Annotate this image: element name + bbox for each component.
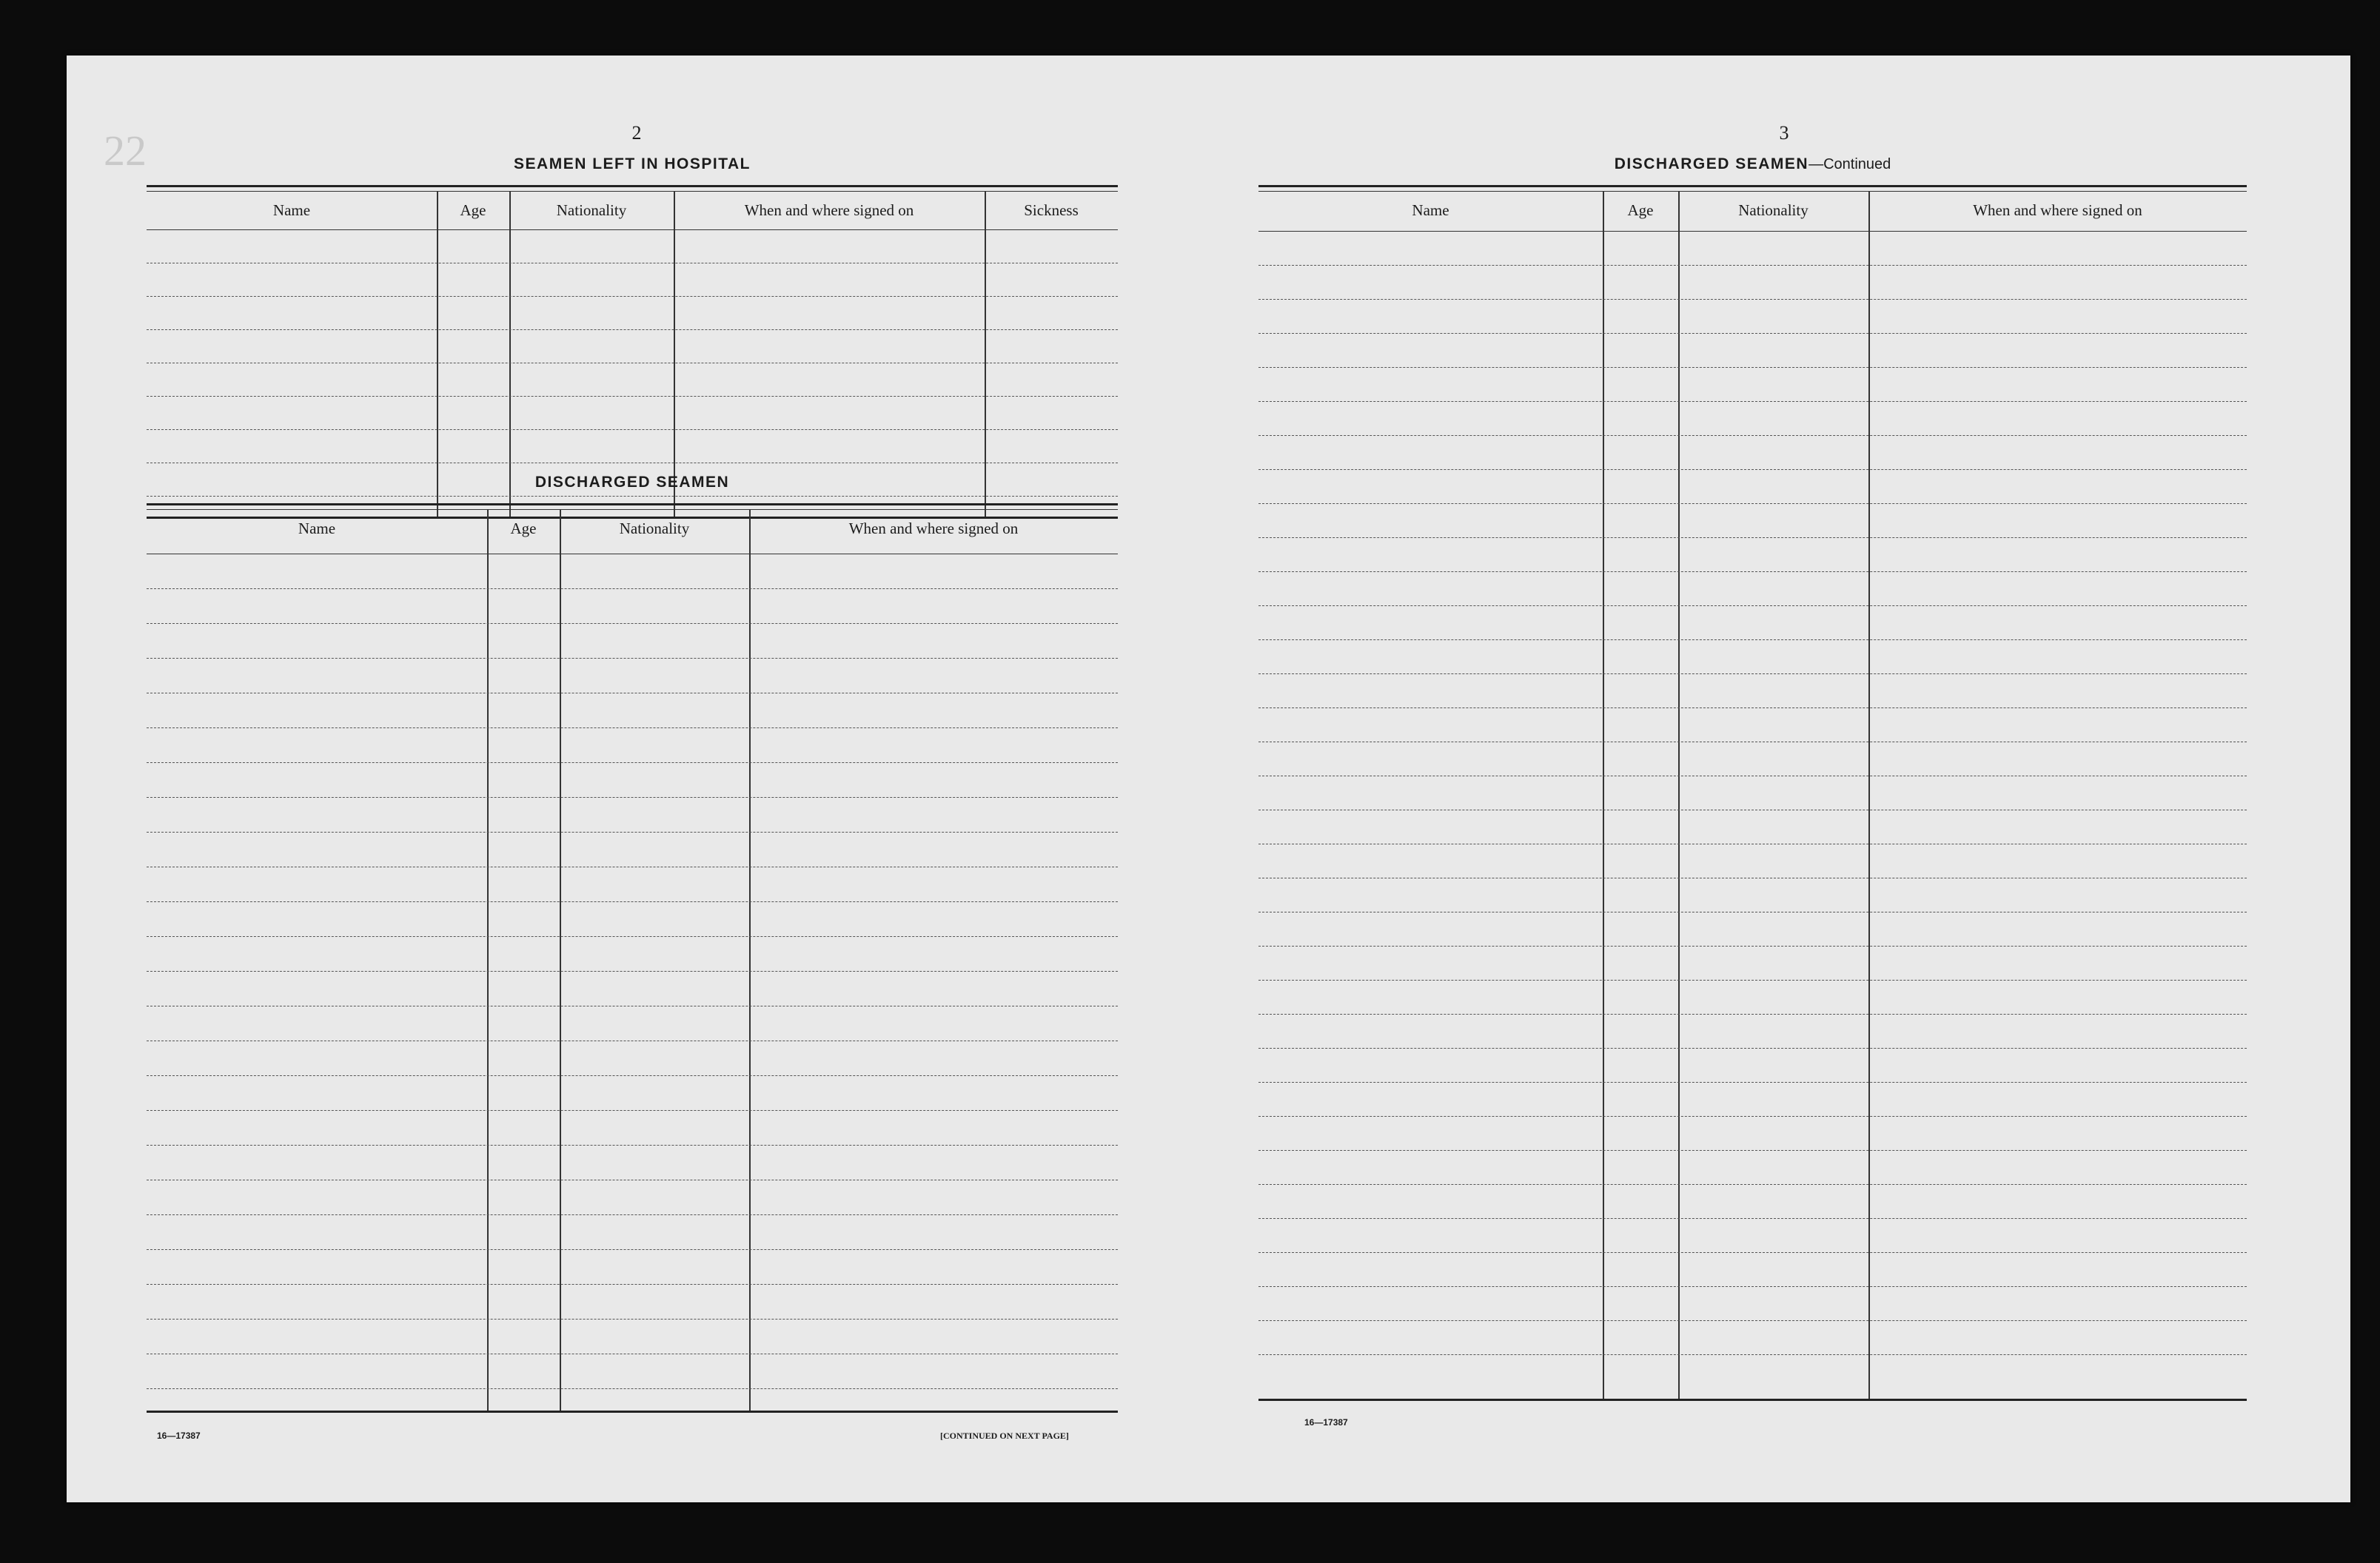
table-row [147, 329, 1118, 330]
hospital-col-sickness: Sickness [1024, 201, 1079, 219]
table-row [1258, 435, 2247, 436]
table-row [1258, 265, 2247, 266]
table-row [147, 936, 1118, 937]
right-form-number: 16—17387 [1304, 1417, 1348, 1428]
hospital-col-name: Name [272, 201, 311, 219]
continued-note: [CONTINUED ON NEXT PAGE] [940, 1431, 1069, 1441]
table-row [1258, 401, 2247, 402]
discharged-col-nationality: Nationality [619, 520, 690, 537]
discharged-col-age: Age [510, 520, 537, 537]
table-row [1258, 469, 2247, 470]
table-row [147, 727, 1118, 728]
table-row [1258, 367, 2247, 368]
table-row [147, 1388, 1118, 1389]
table-row [1258, 1150, 2247, 1151]
table-row [1258, 1048, 2247, 1049]
table-row [1258, 1354, 2247, 1355]
table-row [147, 797, 1118, 798]
table-row [147, 1145, 1118, 1146]
table-row [1258, 673, 2247, 674]
table-row [147, 496, 1118, 497]
table-row [1258, 1218, 2247, 1219]
table-row [1258, 503, 2247, 504]
table-row [147, 1075, 1118, 1076]
table-row [147, 1214, 1118, 1215]
table-row [147, 1284, 1118, 1285]
table-row [147, 588, 1118, 589]
table-row [147, 832, 1118, 833]
discharged-table-left [147, 503, 1118, 1428]
discharged-section-title: DISCHARGED SEAMEN [534, 474, 730, 491]
discharged-col-name: Name [298, 520, 336, 537]
table-row [1258, 946, 2247, 947]
form-sheet [67, 56, 2350, 1502]
table-row [1258, 571, 2247, 572]
discharged-col-signed-on: When and where signed on [848, 520, 1019, 537]
continued-col-nationality: Nationality [1738, 201, 1809, 219]
discharged-table-right [1258, 185, 2247, 1414]
table-row [1258, 1286, 2247, 1287]
table-row [1258, 707, 2247, 708]
table-row [147, 762, 1118, 763]
table-row [147, 658, 1118, 659]
table-row [1258, 1116, 2247, 1117]
continued-col-age: Age [1627, 201, 1654, 219]
table-row [1258, 537, 2247, 538]
table-row [147, 1319, 1118, 1320]
table-row [1258, 1320, 2247, 1321]
table-row [1258, 605, 2247, 606]
right-page-number: 3 [1779, 122, 1789, 144]
left-form-number: 16—17387 [157, 1431, 201, 1441]
table-row [1258, 980, 2247, 981]
hospital-col-nationality: Nationality [556, 201, 627, 219]
table-row [147, 396, 1118, 397]
table-row [1258, 1184, 2247, 1185]
continued-col-signed-on: When and where signed on [1973, 201, 2142, 219]
table-row [147, 1249, 1118, 1250]
table-row [1258, 299, 2247, 300]
table-row [1258, 1014, 2247, 1015]
margin-page-number: 22 [104, 127, 147, 175]
table-row [1258, 1252, 2247, 1253]
hospital-col-signed-on: When and where signed on [744, 201, 914, 219]
table-row [147, 296, 1118, 297]
left-page-number: 2 [631, 122, 642, 144]
continued-col-name: Name [1412, 201, 1449, 219]
table-row [1258, 639, 2247, 640]
table-row [147, 623, 1118, 624]
table-row [1258, 333, 2247, 334]
hospital-col-age: Age [460, 201, 486, 219]
table-row [147, 429, 1118, 430]
table-row [147, 901, 1118, 902]
table-row [1258, 1082, 2247, 1083]
discharged-continued-title: DISCHARGED SEAMEN—Continued [1614, 155, 1891, 172]
table-row [147, 971, 1118, 972]
table-row [147, 1110, 1118, 1111]
hospital-section-title: SEAMEN LEFT IN HOSPITAL [514, 155, 751, 172]
